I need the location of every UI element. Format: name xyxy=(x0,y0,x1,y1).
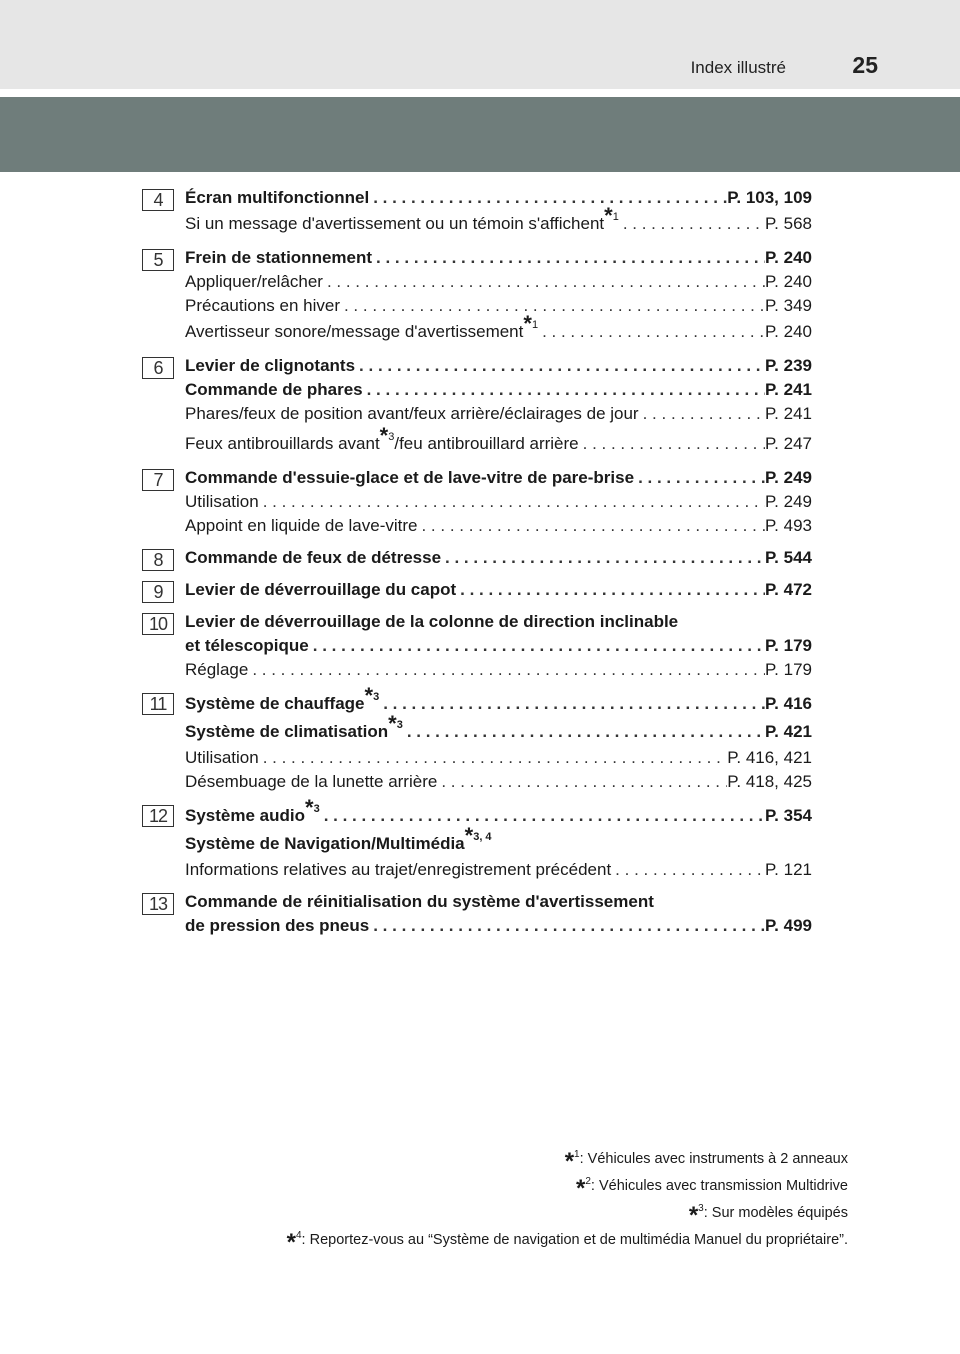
footnote-ref: 1 xyxy=(612,211,619,223)
page-reference[interactable]: P. 354 xyxy=(765,806,812,825)
callout-number: 12 xyxy=(142,805,174,827)
leader-dots xyxy=(379,692,765,716)
entry-label xyxy=(185,578,456,602)
callout-number: 8 xyxy=(142,549,174,571)
page-reference[interactable]: P. 247 xyxy=(765,434,812,453)
entry-label xyxy=(185,490,259,514)
footnote-number: 2 xyxy=(585,1176,591,1187)
entry-text: Système audio xyxy=(185,806,305,825)
entry-text: Si un message d'avertissement ou un témoin s'affichent xyxy=(185,214,605,233)
entry-text: Système de climatisation xyxy=(185,722,389,741)
page-reference[interactable]: P. 121 xyxy=(765,860,812,879)
footnote-text: : Véhicules avec transmission Multidrive xyxy=(590,1178,848,1194)
page-reference[interactable]: P. 179 xyxy=(765,636,812,655)
leader-dots xyxy=(340,294,765,318)
index-subentry[interactable] xyxy=(185,658,812,682)
page-reference[interactable]: P. 472 xyxy=(765,580,812,599)
index-group xyxy=(142,546,812,570)
entry-text: Phares/feux de position avant/feux arrière/éclairages de jour xyxy=(185,404,639,423)
footnote-text: : Reportez-vous au “Système de navigation et de multimédia Manuel du propriétaire”. xyxy=(301,1232,848,1248)
callout-number: 5 xyxy=(142,249,174,271)
index-subentry[interactable] xyxy=(185,402,812,426)
leader-dots xyxy=(355,354,765,378)
leader-dots xyxy=(639,402,765,426)
index-subentry[interactable] xyxy=(185,423,812,458)
index-group xyxy=(142,795,812,882)
entry-label xyxy=(185,823,492,858)
index-subentry[interactable] xyxy=(185,311,812,346)
index-entry[interactable] xyxy=(185,546,812,570)
entry-label xyxy=(185,711,403,746)
leader-dots xyxy=(441,546,765,570)
entry-text: Commande d'essuie-glace et de lave-vitre de pare-brise xyxy=(185,468,635,487)
index-entry[interactable] xyxy=(185,378,812,402)
footnote-star: * xyxy=(364,683,374,708)
entry-text: Commande de réinitialisation du système d'avertissement xyxy=(185,892,654,911)
footnote-star: * xyxy=(576,1175,586,1202)
footnote-star: * xyxy=(564,1148,575,1175)
footnote-ref: 3 xyxy=(373,691,380,703)
leader-dots xyxy=(619,212,765,236)
index-entry[interactable] xyxy=(185,578,812,602)
leader-dots xyxy=(259,490,765,514)
entry-label xyxy=(185,683,380,718)
page-reference[interactable]: P. 241 xyxy=(765,404,812,423)
entry-text: Informations relatives au trajet/enregistrement précédent xyxy=(185,860,612,879)
page-reference[interactable]: P. 249 xyxy=(765,492,812,511)
footnote xyxy=(287,1172,848,1202)
footnote xyxy=(287,1199,848,1229)
leader-dots xyxy=(579,432,765,456)
index-group xyxy=(142,466,812,538)
entry-text: Utilisation xyxy=(185,748,259,767)
footnote-number: 3 xyxy=(698,1203,704,1214)
entry-label xyxy=(185,311,539,346)
page-reference[interactable]: P. 240 xyxy=(765,248,812,267)
page-reference[interactable]: P. 416, 421 xyxy=(727,748,812,767)
footnote-number: 1 xyxy=(574,1149,580,1160)
index-subentry[interactable] xyxy=(185,490,812,514)
leader-dots xyxy=(323,270,765,294)
entry-text: Appoint en liquide de lave-vitre xyxy=(185,516,418,535)
page-reference[interactable]: P. 239 xyxy=(765,356,812,375)
entry-label xyxy=(185,466,634,490)
index-group xyxy=(142,890,812,938)
page-reference[interactable]: P. 103, 109 xyxy=(727,188,812,207)
footnote-star: * xyxy=(379,423,389,448)
entry-text: et télescopique xyxy=(185,636,309,655)
entry-label xyxy=(185,658,248,682)
leader-dots xyxy=(363,378,765,402)
index-entry[interactable] xyxy=(185,890,812,914)
entry-text: Commande de feux de détresse xyxy=(185,548,442,567)
page-reference[interactable]: P. 418, 425 xyxy=(727,772,812,791)
entry-label xyxy=(185,354,355,378)
index-group xyxy=(142,683,812,794)
footnote-number: 4 xyxy=(295,1230,302,1241)
leader-dots xyxy=(369,914,765,938)
callout-number: 6 xyxy=(142,357,174,379)
entry-text: Système de Navigation/Multimédia xyxy=(185,834,465,853)
footnote-star: * xyxy=(604,203,613,228)
footnotes xyxy=(286,1145,848,1256)
entry-label xyxy=(185,270,323,294)
entry-text: Appliquer/relâcher xyxy=(185,272,323,291)
leader-dots xyxy=(309,634,765,658)
page-reference[interactable]: P. 499 xyxy=(765,916,812,935)
page-reference[interactable]: P. 349 xyxy=(765,296,812,315)
index-entry[interactable] xyxy=(185,711,812,746)
leader-dots xyxy=(248,658,765,682)
footnote xyxy=(287,1145,848,1175)
footnote-text: : Véhicules avec instruments à 2 anneaux xyxy=(579,1151,848,1167)
footnote-star: * xyxy=(688,1202,699,1229)
index-entry[interactable] xyxy=(185,683,812,718)
page-reference[interactable]: P. 416 xyxy=(765,694,812,713)
page-number: 25 xyxy=(852,52,878,78)
leader-dots xyxy=(456,578,765,602)
footnote xyxy=(286,1226,848,1256)
leader-dots xyxy=(403,720,765,744)
header-divider xyxy=(0,89,960,97)
leader-dots xyxy=(259,746,728,770)
index-entry[interactable] xyxy=(185,466,812,490)
section-title: Index illustré xyxy=(690,58,786,77)
callout-number: 10 xyxy=(142,613,174,635)
index-entry[interactable] xyxy=(185,914,812,938)
entry-text: Avertisseur sonore/message d'avertissement xyxy=(185,322,524,341)
index-entry[interactable] xyxy=(185,610,812,634)
footnote-star: * xyxy=(523,311,532,336)
leader-dots xyxy=(634,466,765,490)
index-group xyxy=(142,246,812,346)
page-reference[interactable]: P. 421 xyxy=(765,722,812,741)
entry-text: de pression des pneus xyxy=(185,916,370,935)
footnote-text: : Sur modèles équipés xyxy=(703,1205,848,1221)
entry-label xyxy=(185,914,369,938)
entry-label xyxy=(185,203,619,238)
entry-label xyxy=(185,746,259,770)
entry-label xyxy=(185,186,369,210)
entry-text: Précautions en hiver xyxy=(185,296,340,315)
index-subentry[interactable] xyxy=(185,270,812,294)
page-reference[interactable]: P. 240 xyxy=(765,322,812,341)
footnote-ref: 3 xyxy=(313,803,320,815)
entry-label xyxy=(185,890,654,914)
page-reference[interactable]: P. 240 xyxy=(765,272,812,291)
leader-dots xyxy=(611,858,765,882)
index-subentry[interactable] xyxy=(185,294,812,318)
index-entry[interactable] xyxy=(185,823,812,858)
entry-label xyxy=(185,294,340,318)
entry-label xyxy=(185,423,579,458)
index-entry[interactable] xyxy=(185,634,812,658)
footnote-ref: 3 xyxy=(396,719,403,731)
index-group xyxy=(142,578,812,602)
entry-label xyxy=(185,858,611,882)
index-subentry[interactable] xyxy=(185,203,812,238)
entry-text: Levier de déverrouillage du capot xyxy=(185,580,457,599)
entry-label xyxy=(185,402,639,426)
entry-label xyxy=(185,770,437,794)
illustration-band xyxy=(0,97,960,172)
index-subentry[interactable] xyxy=(185,514,812,538)
entry-label xyxy=(185,795,320,830)
page-reference[interactable]: P. 179 xyxy=(765,660,812,679)
page-reference[interactable]: P. 249 xyxy=(765,468,812,487)
callout-number: 4 xyxy=(142,189,174,211)
leader-dots xyxy=(538,320,765,344)
callout-number: 11 xyxy=(142,693,174,715)
index-entry[interactable] xyxy=(185,354,812,378)
leader-dots xyxy=(372,246,765,270)
entry-text: Feux antibrouillards avant xyxy=(185,434,380,453)
entry-label xyxy=(185,378,363,402)
page-reference[interactable]: P. 241 xyxy=(765,380,812,399)
index-entry[interactable] xyxy=(185,795,812,830)
index-entry[interactable] xyxy=(185,186,812,210)
entry-label xyxy=(185,246,372,270)
index-list xyxy=(142,186,812,946)
entry-text: Utilisation xyxy=(185,492,259,511)
entry-text: Frein de stationnement xyxy=(185,248,373,267)
entry-text-tail: /feu antibrouillard arrière xyxy=(394,434,579,453)
leader-dots xyxy=(369,186,727,210)
page-reference[interactable]: P. 493 xyxy=(765,516,812,535)
entry-label xyxy=(185,546,441,570)
entry-label xyxy=(185,514,417,538)
footnote-star: * xyxy=(305,795,314,820)
callout-number: 9 xyxy=(142,581,174,603)
index-group xyxy=(142,186,812,238)
entry-label xyxy=(185,610,678,634)
index-group xyxy=(142,354,812,458)
index-subentry[interactable] xyxy=(185,858,812,882)
entry-text: Levier de déverrouillage de la colonne de direction inclinable xyxy=(185,612,679,631)
entry-text: Désembuage de la lunette arrière xyxy=(185,772,438,791)
index-group xyxy=(142,610,812,682)
entry-text: Levier de clignotants xyxy=(185,356,356,375)
footnote-star: * xyxy=(286,1229,296,1256)
entry-text: Écran multifonctionnel xyxy=(185,188,370,207)
leader-dots xyxy=(437,770,727,794)
page-reference[interactable]: P. 544 xyxy=(765,548,812,567)
callout-number: 7 xyxy=(142,469,174,491)
entry-text: Système de chauffage xyxy=(185,694,365,713)
footnote-ref: 3, 4 xyxy=(473,831,492,843)
entry-text: Commande de phares xyxy=(185,380,363,399)
index-subentry[interactable] xyxy=(185,770,812,794)
footnote-star: * xyxy=(464,823,474,848)
index-entry[interactable] xyxy=(185,246,812,270)
page-reference[interactable]: P. 568 xyxy=(765,214,812,233)
index-subentry[interactable] xyxy=(185,746,812,770)
entry-label xyxy=(185,634,309,658)
footnote-ref: 1 xyxy=(531,319,539,331)
leader-dots xyxy=(417,514,765,538)
callout-number: 13 xyxy=(142,893,174,915)
header-band xyxy=(0,0,960,89)
entry-text: Réglage xyxy=(185,660,249,679)
footnote-ref: 3 xyxy=(388,431,395,443)
footnote-star: * xyxy=(388,711,397,736)
leader-dots xyxy=(320,804,765,828)
